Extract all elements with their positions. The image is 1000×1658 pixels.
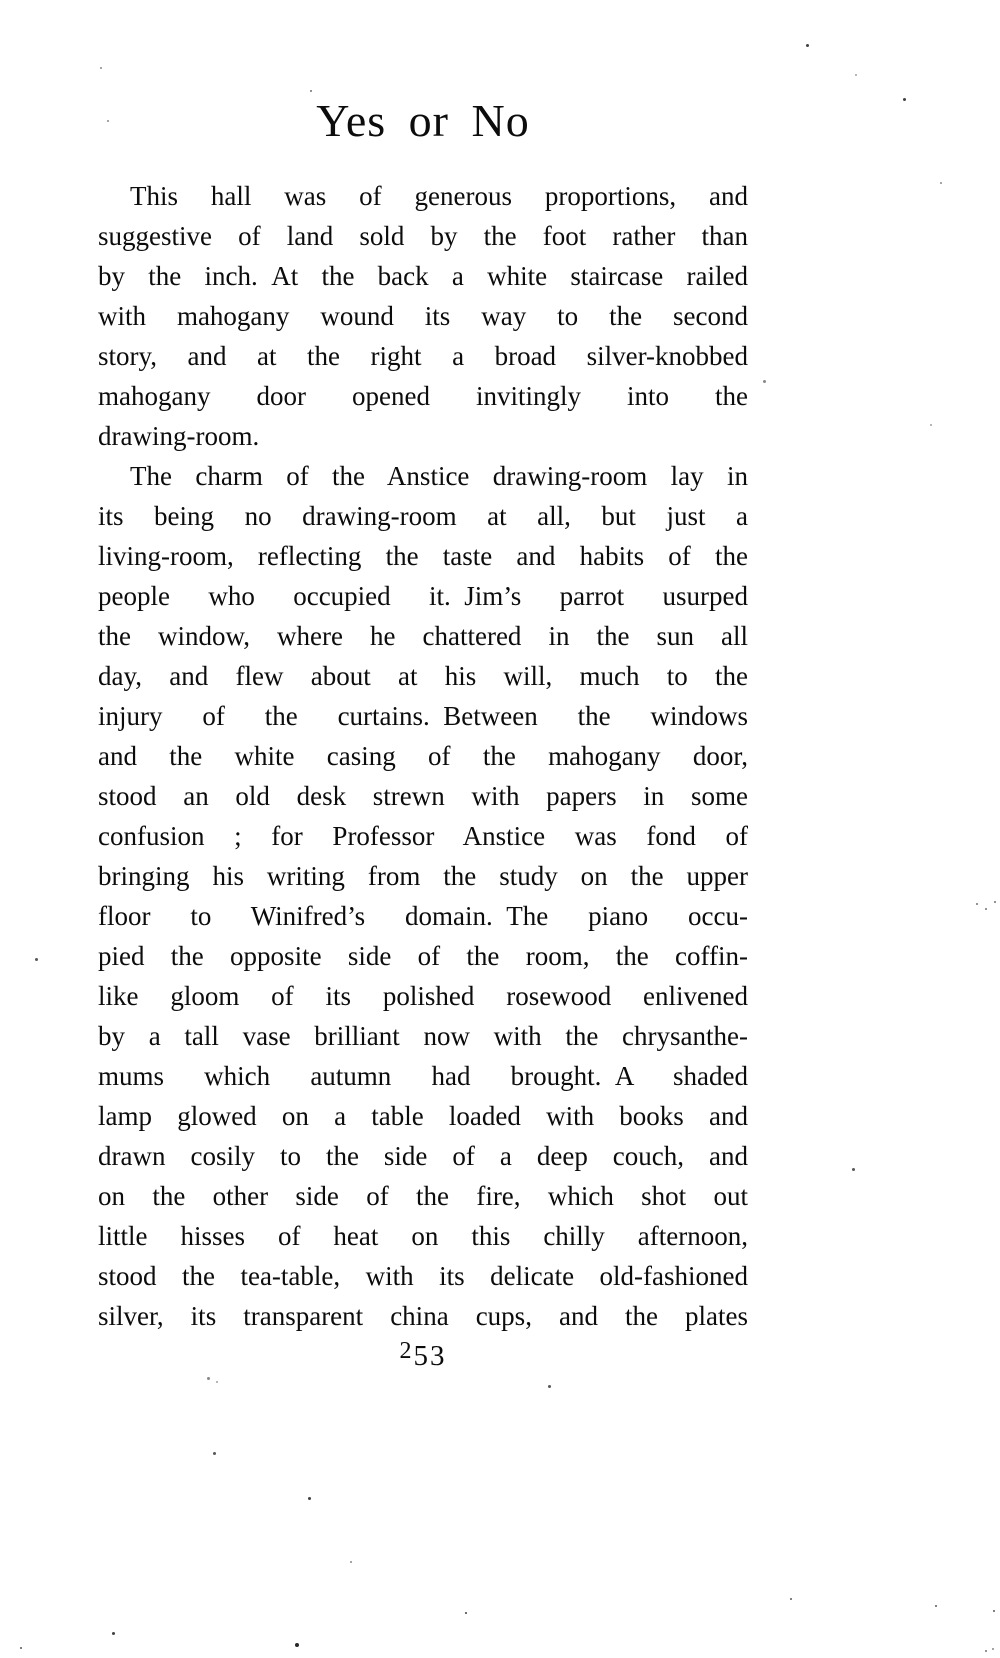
scan-speck (763, 380, 766, 383)
scan-speck (992, 1648, 994, 1650)
text-line: story, and at the right a broad silver-knobbed (98, 341, 748, 371)
text-line: floor to Winifred’s domain. The piano occu- (98, 901, 748, 931)
scan-speck (465, 1612, 467, 1614)
scan-speck (207, 1377, 210, 1380)
scan-speck (903, 98, 906, 101)
scan-speck (35, 958, 38, 961)
text-line: living-room, reflecting the taste and habits of the (98, 541, 748, 571)
text-line: pied the opposite side of the room, the coffin- (98, 941, 748, 971)
text-line: the window, where he chattered in the sun all (98, 621, 748, 651)
scan-speck (107, 120, 109, 122)
scan-speck (308, 1497, 311, 1500)
scan-speck (790, 1598, 792, 1600)
scan-speck (985, 908, 987, 910)
page-number-rest: 53 (413, 1340, 447, 1372)
body-text (98, 176, 748, 1336)
text-line: The charm of the Anstice drawing-room lay in (130, 461, 748, 491)
scan-speck (350, 1561, 352, 1563)
text-line: stood the tea-table, with its delicate old-fashioned (98, 1261, 748, 1291)
text-line: This hall was of generous proportions, and (130, 181, 748, 211)
page-number-sup: 2 (399, 1338, 414, 1364)
scan-speck (852, 1168, 855, 1171)
text-line: like gloom of its polished rosewood enlivened (98, 981, 748, 1011)
text-line: silver, its transparent china cups, and the plates (98, 1301, 748, 1331)
scan-speck (20, 1647, 22, 1649)
scan-speck (112, 1632, 115, 1635)
text-line: by a tall vase brilliant now with the chrysanthe- (98, 1021, 748, 1051)
text-line: mums which autumn had brought. A shaded (98, 1061, 748, 1091)
scan-speck (993, 1610, 995, 1612)
scan-speck (940, 182, 942, 184)
text-line: people who occupied it. Jim’s parrot usurped (98, 581, 748, 611)
text-line: mahogany door opened invitingly into the (98, 381, 748, 411)
text-line: injury of the curtains. Between the windows (98, 701, 748, 731)
text-line: suggestive of land sold by the foot rather than (98, 221, 748, 251)
page-number (98, 1340, 748, 1373)
text-line: with mahogany wound its way to the second (98, 301, 748, 331)
scan-speck (548, 1385, 551, 1388)
scan-speck (100, 67, 102, 69)
scan-speck (295, 1643, 299, 1647)
text-line: day, and flew about at his will, much to the (98, 661, 748, 691)
text-line: drawn cosily to the side of a deep couch, and (98, 1141, 748, 1171)
scan-speck (930, 424, 932, 426)
text-line: bringing his writing from the study on the upper (98, 861, 748, 891)
text-line: lamp glowed on a table loaded with books and (98, 1101, 748, 1131)
text-line: stood an old desk strewn with papers in some (98, 781, 748, 811)
text-line: by the inch. At the back a white staircase railed (98, 261, 748, 291)
scan-speck (216, 1381, 218, 1383)
text-line: its being no drawing-room at all, but just a (98, 501, 748, 531)
scan-speck (213, 1452, 216, 1455)
text-line: little hisses of heat on this chilly afternoon, (98, 1221, 748, 1251)
scan-speck (855, 74, 857, 76)
scan-speck (994, 901, 996, 903)
text-line: on the other side of the fire, which shot out (98, 1181, 748, 1211)
scan-speck (976, 903, 978, 905)
text-line: drawing-room. (98, 421, 260, 451)
scan-speck (935, 1605, 937, 1607)
text-line: confusion ; for Professor Anstice was fond of (98, 821, 748, 851)
scan-speck (310, 90, 312, 92)
chapter-title: Yes or No (316, 95, 530, 146)
scan-speck (985, 1650, 987, 1652)
text-line: and the white casing of the mahogany door, (98, 741, 748, 771)
scan-speck (806, 44, 809, 47)
